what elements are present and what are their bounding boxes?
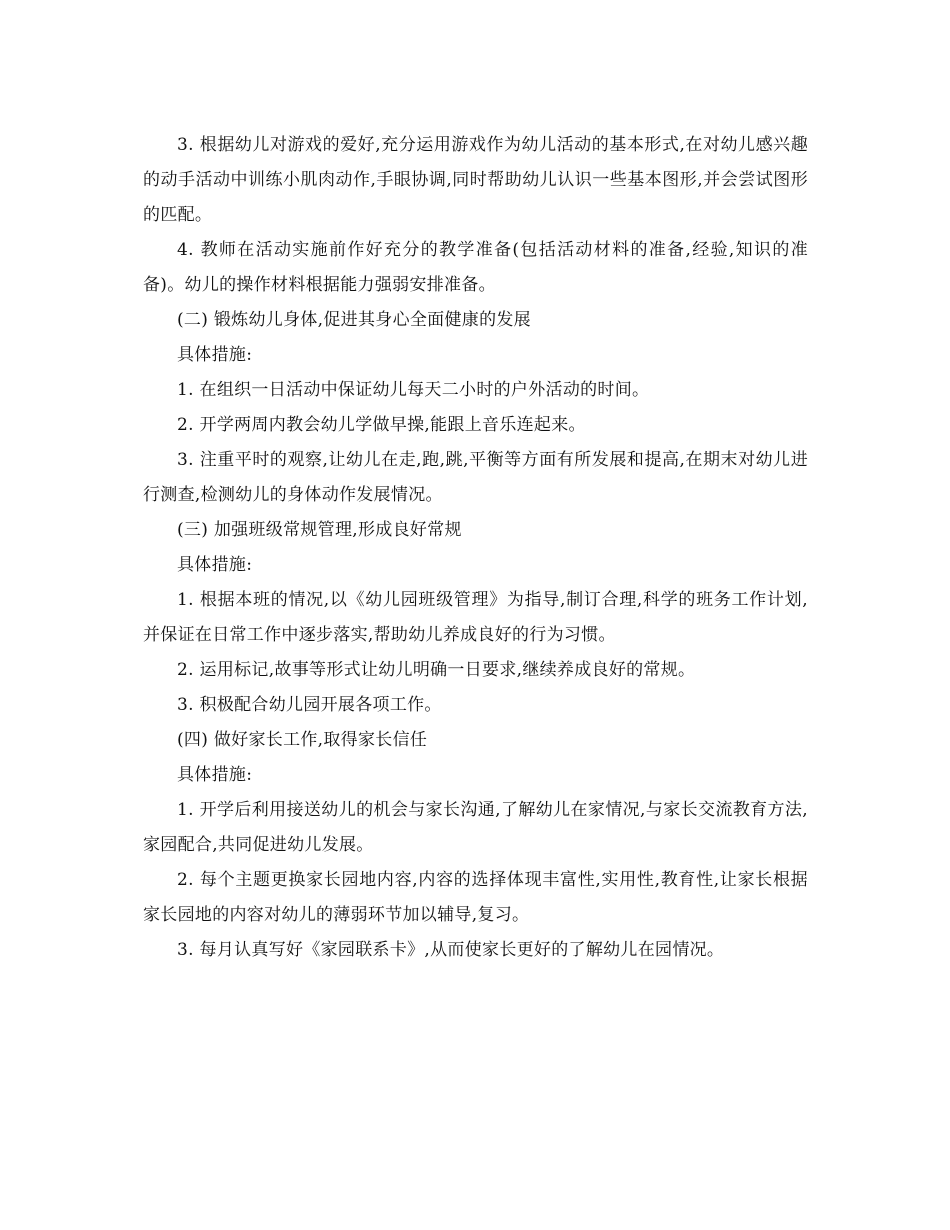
measures-label: 具体措施: — [177, 765, 253, 785]
section-heading-class-management: (三) 加强班级常规管理,形成良好常规 — [177, 520, 462, 540]
paragraph-observation: 3. 注重平时的观察,让幼儿在走,跑,跳,平衡等方面有所发展和提高,在期末对幼儿进行测查,检测幼儿的身体动作发展情况。 — [143, 450, 808, 505]
paragraph-contact-card: 3. 每月认真写好《家园联系卡》,从而使家长更好的了解幼儿在园情况。 — [177, 940, 725, 960]
measures-label: 具体措施: — [177, 555, 253, 575]
paragraph-work-plan: 1. 根据本班的情况,以《幼儿园班级管理》为指导,制订合理,科学的班务工作计划,并保证在日常工作中逐步落实,帮助幼儿养成良好的行为习惯。 — [143, 590, 808, 645]
paragraph-game-activities: 3. 根据幼儿对游戏的爱好,充分运用游戏作为幼儿活动的基本形式,在对幼儿感兴趣的动手活动中训练小肌肉动作,手眼协调,同时帮助幼儿认识一些基本图形,并会尝试图形的匹配。 — [143, 135, 808, 225]
paragraph-parent-garden: 2. 每个主题更换家长园地内容,内容的选择体现丰富性,实用性,教育性,让家长根据家长园地的内容对幼儿的薄弱环节加以辅导,复习。 — [143, 870, 808, 925]
document-body — [143, 128, 808, 968]
paragraph-daily-rules: 2. 运用标记,故事等形式让幼儿明确一日要求,继续养成良好的常规。 — [177, 660, 696, 680]
measures-label: 具体措施: — [177, 345, 253, 365]
section-heading-physical: (二) 锻炼幼儿身体,促进其身心全面健康的发展 — [177, 310, 531, 330]
paragraph-morning-exercise: 2. 开学两周内教会幼儿学做早操,能跟上音乐连起来。 — [177, 415, 586, 435]
section-heading-parents: (四) 做好家长工作,取得家长信任 — [177, 730, 428, 750]
paragraph-parent-communication: 1. 开学后利用接送幼儿的机会与家长沟通,了解幼儿在家情况,与家长交流教育方法,家园配合,共同促进幼儿发展。 — [143, 800, 808, 855]
paragraph-teacher-preparation: 4. 教师在活动实施前作好充分的教学准备(包括活动材料的准备,经验,知识的准备)。幼儿的操作材料根据能力强弱安排准备。 — [143, 240, 808, 295]
paragraph-outdoor-time: 1. 在组织一日活动中保证幼儿每天二小时的户外活动的时间。 — [177, 380, 650, 400]
paragraph-cooperate: 3. 积极配合幼儿园开展各项工作。 — [177, 695, 442, 715]
